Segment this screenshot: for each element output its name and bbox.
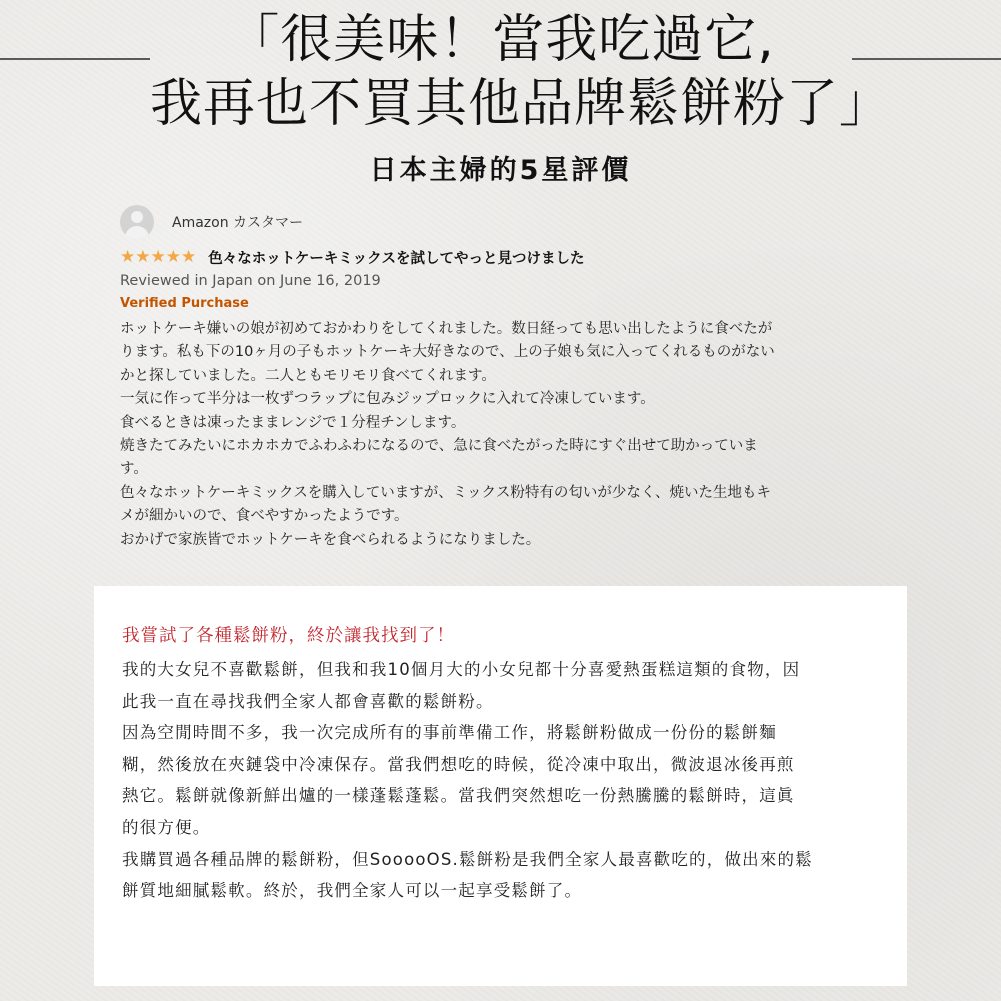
rating-row (120, 246, 890, 268)
translation-body (122, 654, 882, 907)
review-body-line: おかげで家族皆でホットケーキを食べられるようになりました。 (120, 531, 541, 548)
translation-line: 此我一直在尋找我們全家人都會喜歡的鬆餅粉。 (122, 691, 494, 711)
translation-line: 因為空閒時間不多，我一次完成所有的事前準備工作，將鬆餅粉做成一份份的鬆餅麵 (122, 723, 777, 743)
left-divider-line (0, 58, 150, 60)
translation-title: 我嘗試了各種鬆餅粉，終於讓我找到了！ (122, 626, 455, 646)
review-body-line: メが細かいので、食べやすかったようです。 (120, 508, 409, 525)
translation-card (94, 586, 907, 986)
review-body-line: ります。私も下の10ヶ月の子もホットケーキ大好きなので、上の子娘も気に入ってくれるものがない (120, 344, 775, 361)
translation-line: 的很方便。 (122, 817, 211, 837)
translation-line: 我的大女兒不喜歡鬆餅，但我和我10個月大的小女兒都十分喜愛熱蛋糕這類的食物，因 (122, 660, 801, 679)
translation-line: 糊，然後放在夾鏈袋中冷凍保存。當我們想吃的時候，從冷凍中取出，微波退冰後再煎 (122, 754, 795, 774)
subtitle: 日本主婦的5星評價 (369, 155, 632, 186)
review-body-line: 食べるときは凍ったままレンジで１分程チンします。 (120, 414, 466, 431)
reviewer-name: Amazon カスタマー (172, 215, 304, 231)
review-body-line: 一気に作って半分は一枚ずつラップに包みジップロックに入れて冷凍しています。 (120, 391, 655, 408)
avatar-body (125, 226, 149, 239)
right-divider-line (852, 58, 1001, 60)
reviewer-row (120, 204, 890, 240)
review-body-line: す。 (120, 461, 148, 478)
review-body (120, 318, 890, 552)
verified-purchase-badge: Verified Purchase (120, 296, 249, 311)
headline-line-2: 我再也不買其他品牌鬆餅粉了」 (150, 74, 893, 134)
review-body-line: 色々なホットケーキミックスを購入していますが、ミックス粉特有の匂いが少なく、焼いた生地もキ (120, 484, 772, 501)
translation-line: 餅質地細膩鬆軟。終於，我們全家人可以一起享受鬆餅了。 (122, 881, 583, 901)
review-date: Reviewed in Japan on June 16, 2019 (120, 273, 381, 289)
review-body-line: ホットケーキ嫌いの娘が初めておかわりをしてくれました。数日経っても思い出したように食べたが (120, 321, 773, 337)
translation-line: 熱它。鬆餅就像新鮮出爐的一樣蓬鬆蓬鬆。當我們突然想吃一份熱騰騰的鬆餅時，這眞 (122, 786, 795, 806)
amazon-review (120, 204, 890, 552)
translation-line: 我購買過各種品牌的鬆餅粉，但SooooOS.鬆餅粉是我們全家人最喜歡吃的，做出來的鬆 (122, 849, 813, 869)
headline-line-1: 「很美味！當我吃過它, (227, 10, 775, 70)
review-body-line: 焼きたてみたいにホカホカでふわふわになるので、急に食べたがった時にすぐ出せて助かっていま (120, 437, 758, 454)
review-title: 色々なホットケーキミックスを試してやっと見つけました (208, 250, 585, 267)
review-body-line: かと探していました。二人ともモリモリ食べてくれます。 (120, 367, 496, 384)
user-avatar-icon (120, 205, 154, 239)
star-rating-icon: ★★★★★ (120, 247, 197, 267)
avatar-head (131, 211, 143, 223)
